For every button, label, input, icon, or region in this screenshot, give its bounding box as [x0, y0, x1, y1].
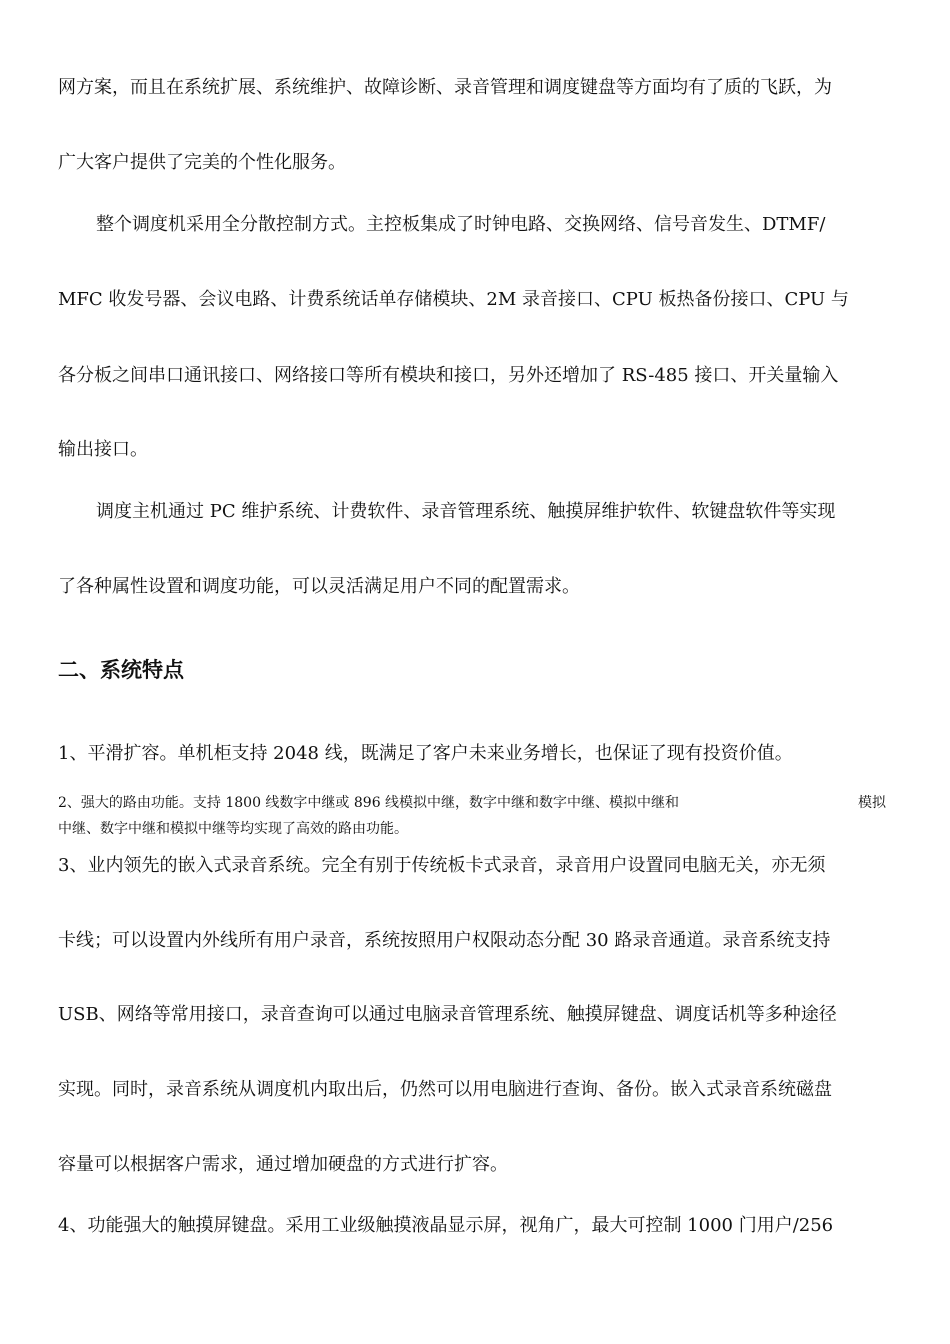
feature-item-line: 4、功能强大的触摸屏键盘。采用工业级触摸液晶显示屏，视角广，最大可控制 1000 门用户/256: [58, 1215, 834, 1236]
feature-item-line: 实现。同时，录音系统从调度机内取出后，仍然可以用电脑进行查询、备份。嵌入式录音系统磁盘: [58, 1079, 832, 1100]
paragraph-line: 输出接口。: [58, 439, 148, 460]
feature-item: 1、平滑扩容。单机柜支持 2048 线，既满足了客户未来业务增长，也保证了现有投资价值。: [58, 743, 793, 764]
paragraph-line: MFC 收发号器、会议电路、计费系统话单存储模块、2M 录音接口、CPU 板热备份接口、CPU 与: [58, 289, 849, 310]
feature-item-line: 容量可以根据客户需求，通过增加硬盘的方式进行扩容。: [58, 1154, 508, 1175]
section-heading: 二、系统特点: [58, 657, 184, 682]
paragraph-line: 网方案，而且在系统扩展、系统维护、故障诊断、录音管理和调度键盘等方面均有了质的飞跃，为: [58, 77, 832, 98]
feature-item-line: 中继、数字中继和模拟中继等均实现了高效的路由功能。: [58, 821, 408, 837]
paragraph-line: 调度主机通过 PC 维护系统、计费软件、录音管理系统、触摸屏维护软件、软键盘软件等实现: [96, 501, 836, 522]
paragraph-line: 各分板之间串口通讯接口、网络接口等所有模块和接口，另外还增加了 RS-485 接口、开关量输入: [58, 365, 839, 386]
paragraph-line: 广大客户提供了完美的个性化服务。: [58, 152, 346, 173]
feature-item-line: USB、网络等常用接口，录音查询可以通过电脑录音管理系统、触摸屏键盘、调度话机等多种途径: [58, 1004, 837, 1025]
feature-item-line: 卡线；可以设置内外线所有用户录音，系统按照用户权限动态分配 30 路录音通道。录音系统支持: [58, 930, 831, 951]
feature-item-line-tail: 模拟: [858, 795, 886, 811]
paragraph-line: 整个调度机采用全分散控制方式。主控板集成了时钟电路、交换网络、信号音发生、DTMF/: [96, 214, 826, 235]
paragraph-line: 了各种属性设置和调度功能，可以灵活满足用户不同的配置需求。: [58, 576, 580, 597]
feature-item-line: 2、强大的路由功能。支持 1800 线数字中继或 896 线模拟中继，数字中继和数字中继、模拟中继和: [58, 795, 680, 811]
feature-item-line: 3、业内领先的嵌入式录音系统。完全有别于传统板卡式录音，录音用户设置同电脑无关，亦无须: [58, 855, 826, 876]
